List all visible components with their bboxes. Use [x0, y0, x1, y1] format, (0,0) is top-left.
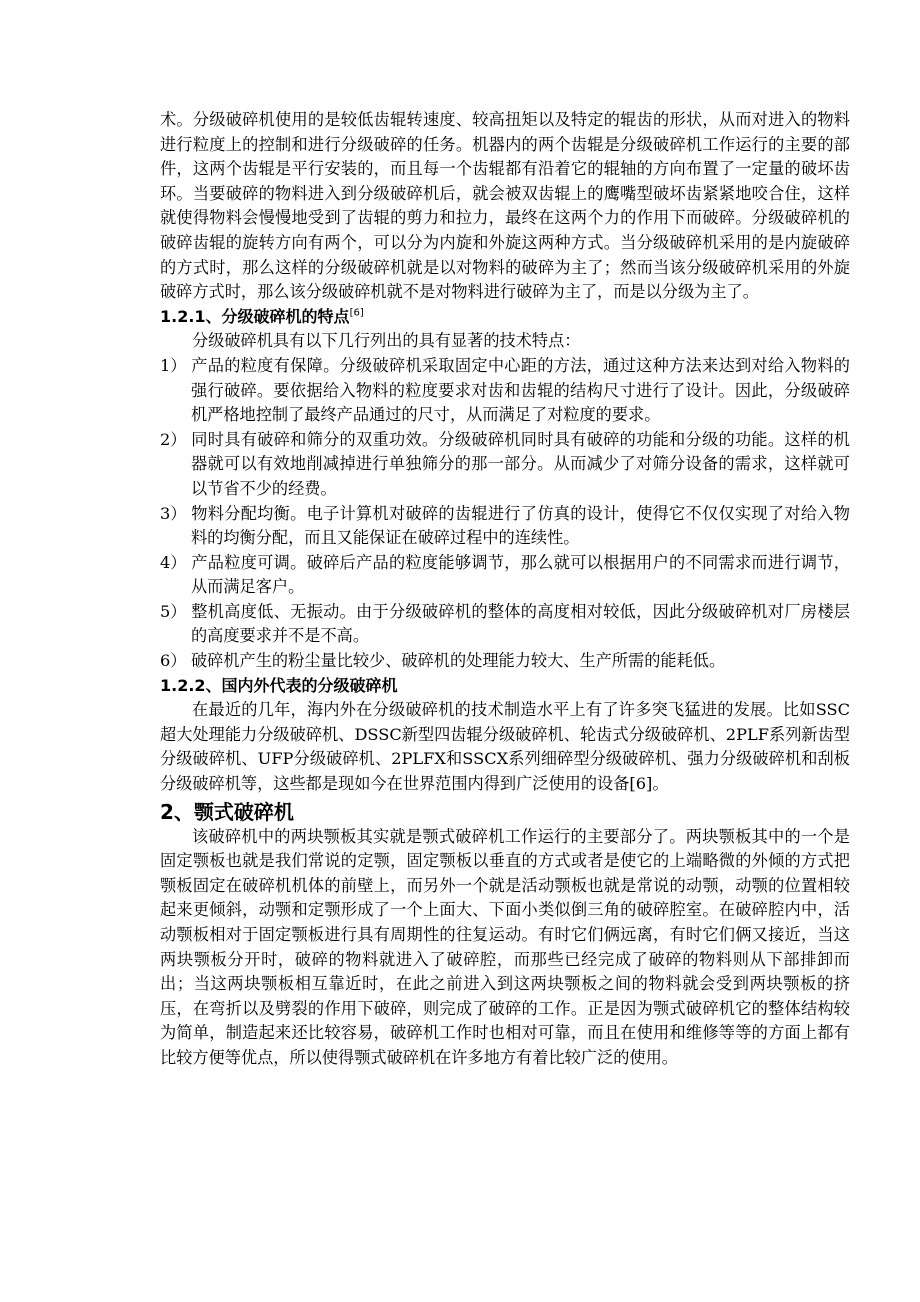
feature-item-text: 破碎机产生的粉尘量比较少、破碎机的处理能力较大、生产所需的能耗低。 — [191, 651, 726, 671]
feature-item-text: 物料分配均衡。电子计算机对破碎的齿辊进行了仿真的设计，使得它不仅仅实现了对给入物料的均衡分配，而且又能保证在破碎过程中的连续性。 — [191, 503, 850, 548]
intro-paragraph: 术。分级破碎机使用的是较低齿辊转速度、较高扭矩以及特定的辊齿的形状，从而对进入的物料进行粒度上的控制和进行分级破碎的任务。机器内的两个齿辊是分级破碎机工作运行的主要的部件，这两个齿辊是平行安装的，而且每一个齿辊都有沿着它的辊轴的方向布置了一定量的破坏齿环。当要破碎的物料进入到分级破碎机后，就会被双齿辊上的鹰嘴型破坏齿紧紧地咬合住，这样就使得物料会慢慢地受到了齿辊的剪力和拉力，最终在这两个力的作用下而破碎。分级破碎机的破碎齿辊的旋转方向有两个，可以分为内旋和外旋这两种方式。当分级破碎机采用的是内旋破碎的方式时，那么这样的分级破碎机就是以对物料的破碎为主了；然而当该分级破碎机采用的外旋破碎方式时，那么该分级破碎机就不是对物料进行破碎为主了，而是以分级为主了。 — [160, 110, 850, 302]
feature-item-number: 5） — [160, 601, 187, 621]
feature-item-2 — [160, 428, 850, 502]
section-122-heading: 1.2.2、国内外代表的分级破碎机 — [160, 675, 398, 695]
feature-item-number: 4） — [160, 552, 187, 572]
section-122-paragraph: 在最近的几年，海内外在分级破碎机的技术制造水平上有了许多突飞猛进的发展。比如SSC超大处理能力分级破碎机、DSSC新型四齿辊分级破碎机、轮齿式分级破碎机、2PLF系列新齿型分级破碎机、UFP分级破碎机、2PLFX和SSCX系列细碎型分级破碎机、强力分级破碎机和刮板分级破碎机等，这些都是现如今在世界范围内得到广泛使用的设备[6]。 — [160, 700, 850, 794]
section-2-paragraph: 该破碎机中的两块颚板其实就是颚式破碎机工作运行的主要部分了。两块颚板其中的一个是固定颚板也就是我们常说的定颚，固定颚板以垂直的方式或者是使它的上端略微的外倾的方式把颚板固定在破碎机机体的前壁上，而另外一个就是活动颚板也就是常说的动颚，动颚的位置相较起来更倾斜，动颚和定颚形成了一个上面大、下面小类似倒三角的破碎腔室。在破碎腔内中，活动颚板相对于固定颚板进行具有周期性的往复运动。有时它们俩远离，有时它们俩又接近，当这两块颚板分开时，破碎的物料就进入了破碎腔，而那些已经完成了破碎的物料则从下部排卸而出；当这两块颚板相互靠近时，在此之前进入到这两块颚板之间的物料就会受到两块颚板的挤压，在弯折以及劈裂的作用下破碎，则完成了破碎的工作。正是因为颚式破碎机它的整体结构较为简单，制造起来还比较容易，破碎机工作时也相对可靠，而且在使用和维修等等的方面上都有比较方便等优点，所以使得颚式破碎机在许多地方有着比较广泛的使用。 — [160, 826, 850, 1067]
feature-item-number: 3） — [160, 503, 187, 523]
section-121-lead: 分级破碎机具有以下几行列出的具有显著的技术特点： — [192, 331, 581, 351]
feature-item-number: 2） — [160, 429, 187, 449]
feature-item-text: 整机高度低、无振动。由于分级破碎机的整体的高度相对较低，因此分级破碎机对厂房楼层的高度要求并不是不高。 — [191, 601, 850, 646]
feature-item-5 — [160, 600, 850, 649]
feature-item-text: 产品的粒度有保障。分级破碎机采取固定中心距的方法，通过这种方法来达到对给入物料的强行破碎。要依据给入物料的粒度要求对齿和齿辊的结构尺寸进行了设计。因此，分级破碎机严格地控制了最终产品通过的尺寸，从而满足了对粒度的要求。 — [191, 355, 850, 425]
feature-item-4 — [160, 551, 850, 600]
feature-item-text: 同时具有破碎和筛分的双重功效。分级破碎机同时具有破碎的功能和分级的功能。这样的机器就可以有效地削减掉进行单独筛分的那一部分。从而减少了对筛分设备的需求，这样就可以节省不少的经费。 — [191, 429, 850, 498]
section-121-title: 1.2.1、分级破碎机的特点 — [160, 306, 350, 326]
section-2-heading: 2、颚式破碎机 — [160, 799, 294, 824]
section-121-heading — [160, 305, 850, 330]
feature-item-number: 6） — [160, 651, 187, 671]
feature-item-6 — [160, 649, 850, 674]
feature-item-3 — [160, 502, 850, 551]
feature-item-1 — [160, 354, 850, 428]
document-page — [160, 108, 850, 1071]
feature-item-number: 1） — [160, 355, 187, 375]
section-121-citation: [6] — [349, 307, 364, 319]
feature-item-text: 产品粒度可调。破碎后产品的粒度能够调节，那么就可以根据用户的不同需求而进行调节，从而满足客户。 — [191, 552, 850, 597]
